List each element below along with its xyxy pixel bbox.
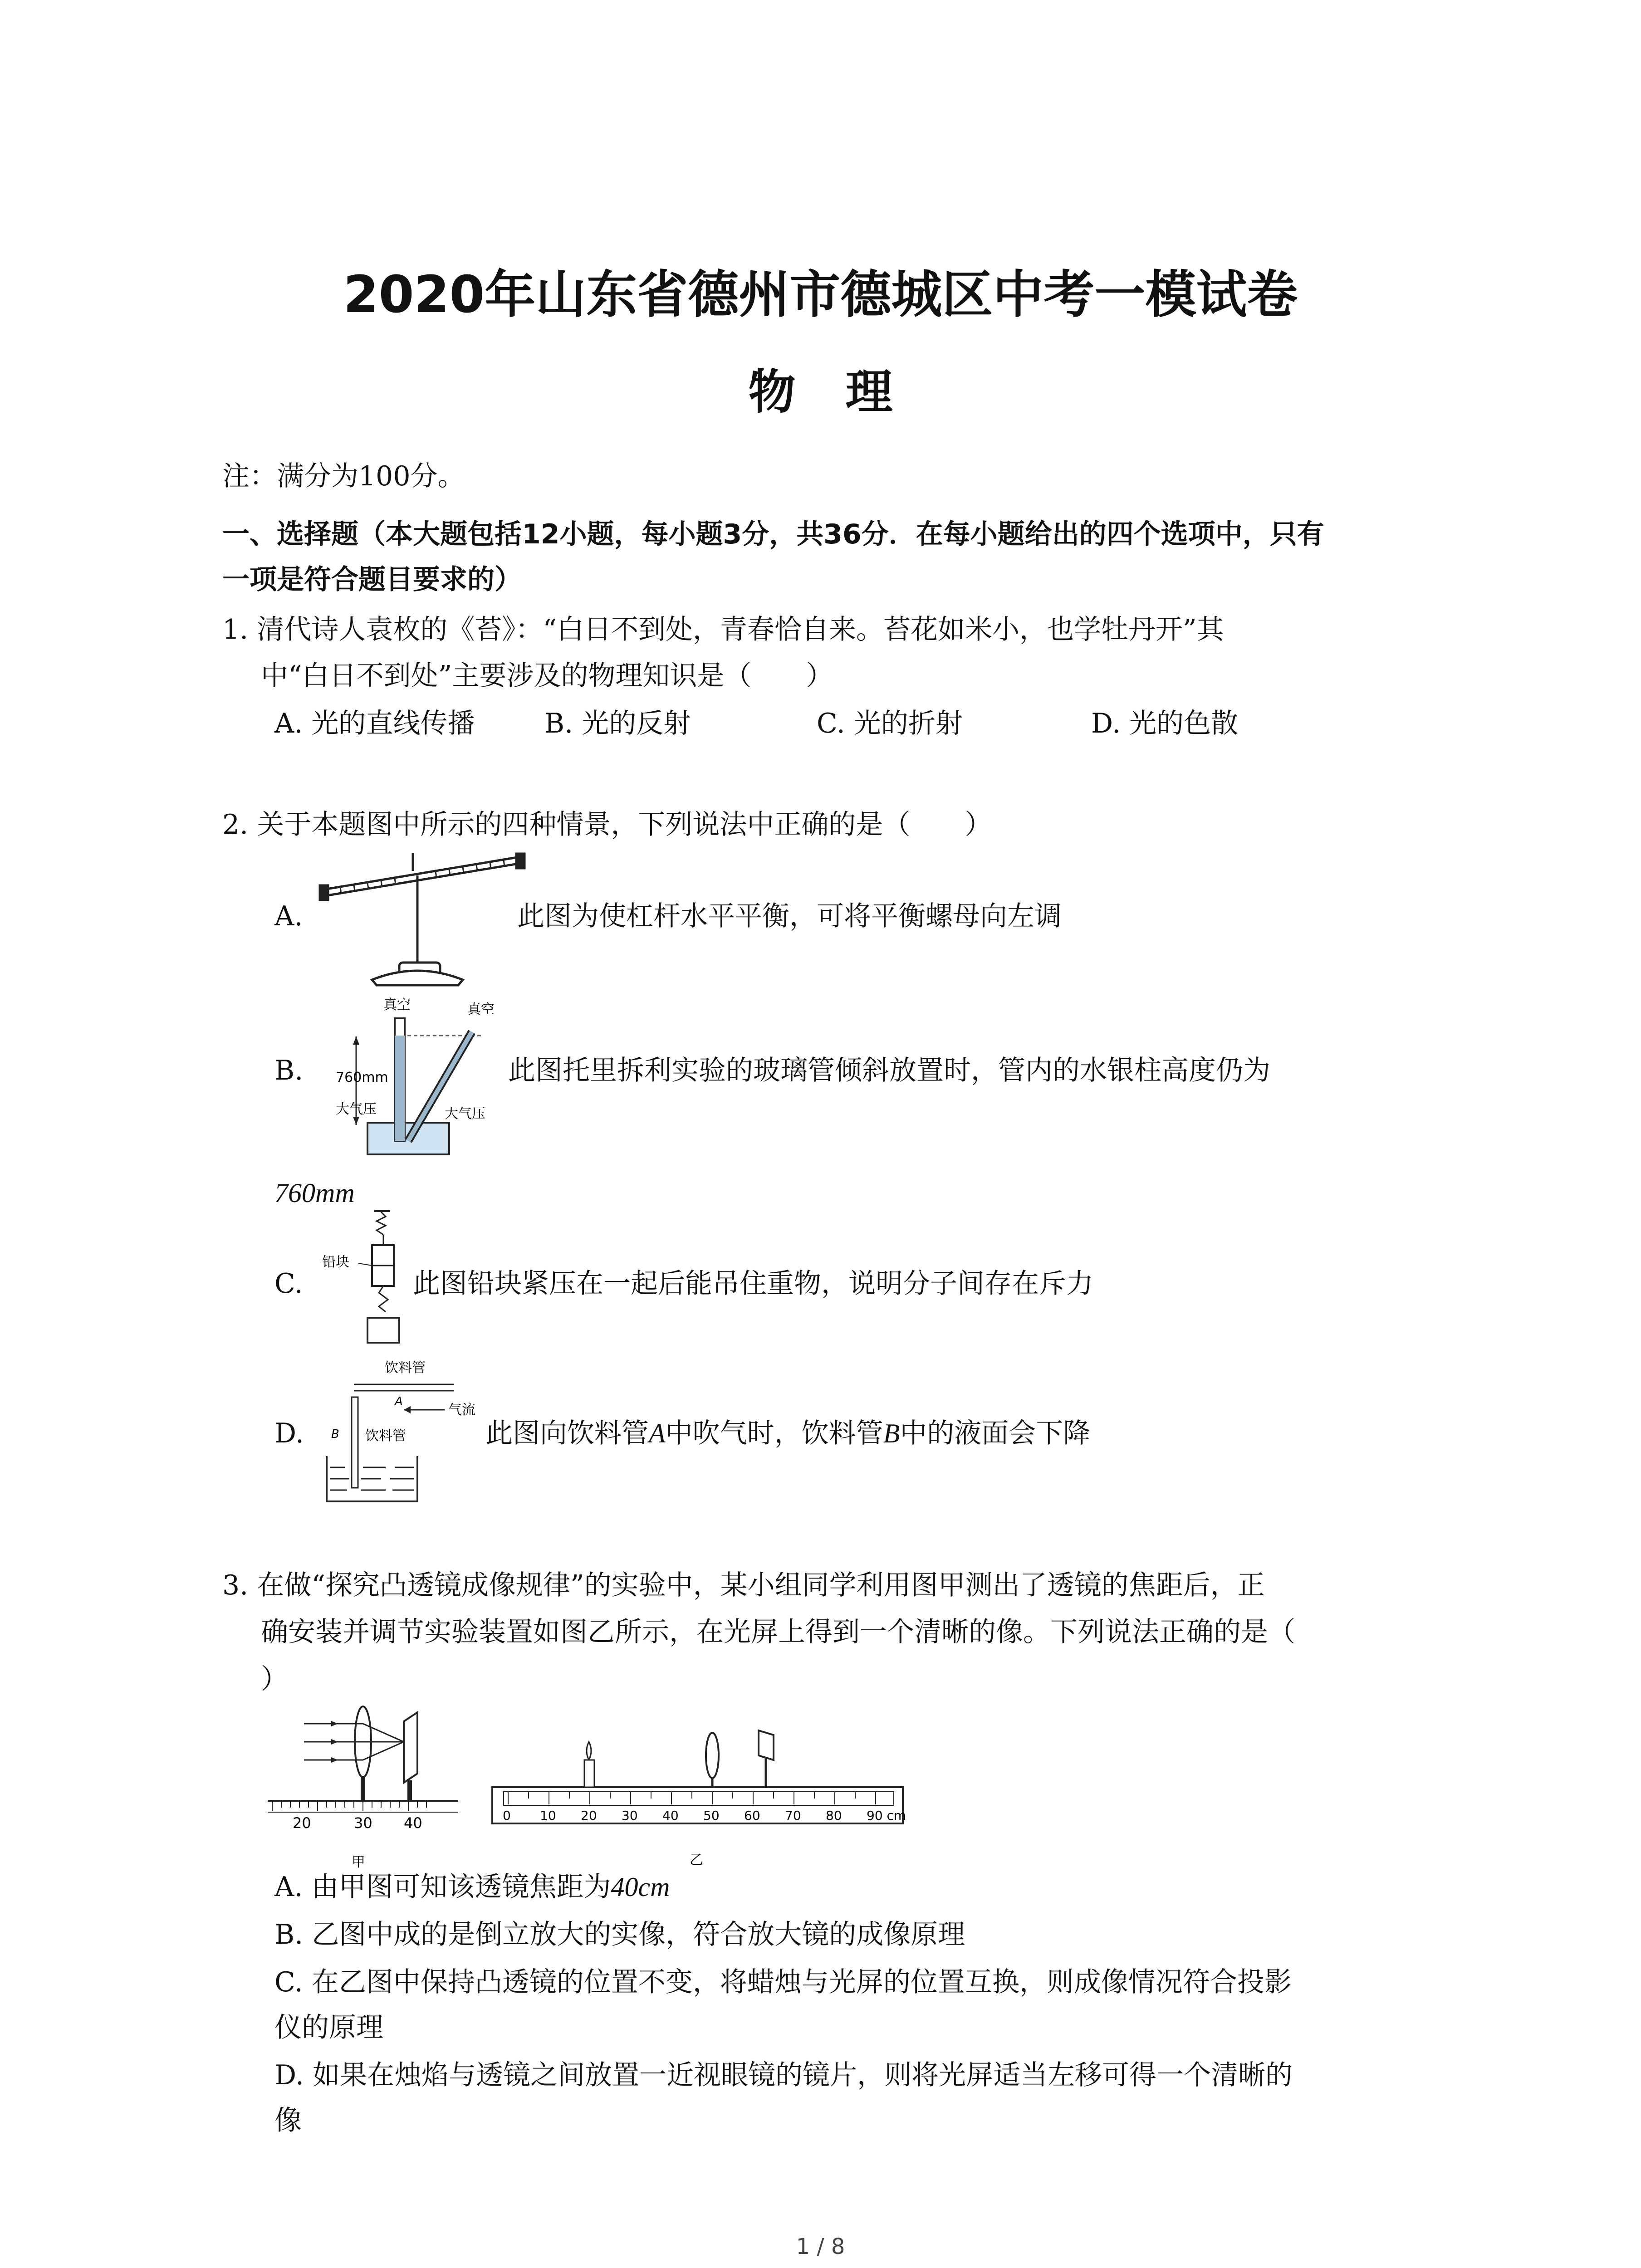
yi-caption: 乙 [690, 1852, 703, 1868]
q3-option-c-line1: C. 在乙图中保持凸透镜的位置不变，将蜡烛与光屏的位置互换，则成像情况符合投影 [274, 1966, 1292, 1998]
jia-tick-30: 30 [354, 1814, 372, 1832]
q1-option-d: D. 光的色散 [1091, 708, 1239, 739]
q2-option-d-label: D. [274, 1418, 304, 1449]
jia-tick-20: 20 [293, 1814, 311, 1832]
q2-option-c-text: 此图铅块紧压在一起后能吊住重物，说明分子间存在斥力 [413, 1268, 1093, 1300]
q3-stem-line3: ） [261, 1663, 288, 1695]
q2-option-d-text-pre: 此图向饮料管 [485, 1418, 649, 1449]
straw-b-mark: B [331, 1427, 339, 1441]
vacuum-label-2: 真空 [467, 1002, 495, 1017]
q2-option-d-text-mid: 中吹气时，饮料管 [665, 1418, 883, 1449]
q1-stem-line2: 中“白日不到处”主要涉及的物理知识是（ ） [261, 660, 833, 692]
page-number: 1 / 8 [796, 2234, 845, 2259]
lever-figure [318, 844, 535, 989]
q1-option-a: A. 光的直线传播 [274, 708, 475, 739]
yi-tick-50: 50 [703, 1808, 720, 1823]
height-label: 760mm [336, 1070, 388, 1085]
q2-option-c-label: C. [274, 1268, 303, 1300]
q3-option-d-line1: D. 如果在烛焰与透镜之间放置一近视眼镜的镜片，则将光屏适当左移可得一个清晰的 [274, 2059, 1293, 2091]
straw-label-top: 饮料管 [385, 1360, 426, 1376]
q3-stem-line2: 确安装并调节实验装置如图乙所示，在光屏上得到一个清晰的像。下列说法正确的是（ [261, 1616, 1295, 1648]
q2-option-d-var-a: A [649, 1418, 666, 1448]
yi-tick-80: 80 [826, 1808, 842, 1823]
yi-tick-20: 20 [581, 1808, 597, 1823]
page-title: 2020年山东省德州市德城区中考一模试卷 [343, 265, 1298, 324]
jia-tick-40: 40 [404, 1814, 422, 1832]
yi-tick-0: 0 [503, 1808, 511, 1823]
q1-stem-line1: 1. 清代诗人袁枚的《苔》：“白日不到处，青春恰自来。苔花如米小，也学牡丹开”其 [222, 614, 1224, 645]
q2-option-b-label: B. [274, 1055, 304, 1086]
lead-block-label: 铅块 [322, 1254, 349, 1270]
torricelli-figure [336, 991, 517, 1159]
q2-option-d-text-post: 中的液面会下降 [900, 1418, 1091, 1449]
q3-option-d-line2: 像 [274, 2105, 302, 2136]
q2-option-a-label: A. [274, 900, 303, 932]
q3-option-a-value: 40cm [611, 1872, 670, 1902]
section-heading-line2: 一项是符合题目要求的） [222, 564, 522, 596]
q2-option-d-text [485, 1411, 1090, 1456]
air-pressure-label-2: 大气压 [445, 1106, 485, 1122]
yi-tick-60: 60 [744, 1808, 760, 1823]
optical-bench-figure [490, 1715, 916, 1878]
q3-option-c-line2: 仪的原理 [274, 2012, 383, 2043]
straw-figure [318, 1356, 490, 1506]
q3-option-a [274, 1864, 670, 1910]
yi-tick-10: 10 [540, 1808, 556, 1823]
q2-option-b-text: 此图托里拆利实验的玻璃管倾斜放置时，管内的水银柱高度仍为 [508, 1055, 1270, 1086]
vacuum-label-1: 真空 [383, 997, 411, 1013]
q1-option-b: B. 光的反射 [544, 708, 691, 739]
yi-tick-90: 90 cm [867, 1808, 906, 1823]
q3-stem-line1: 3. 在做“探究凸透镜成像规律”的实验中，某小组同学利用图甲测出了透镜的焦距后，正 [222, 1569, 1265, 1601]
yi-tick-30: 30 [622, 1808, 638, 1823]
q2-option-b-cont: 760mm [274, 1178, 355, 1208]
q2-option-d-var-b: B [883, 1418, 900, 1448]
air-pressure-label-1: 大气压 [336, 1101, 377, 1117]
q2-option-a-text: 此图为使杠杆水平平衡，可将平衡螺母向左调 [517, 900, 1062, 932]
straw-a-mark: A [395, 1395, 403, 1408]
section-heading-line1: 一、选择题（本大题包括12小题，每小题3分，共36分．在每小题给出的四个选项中，只有 [222, 518, 1324, 550]
q2-stem: 2. 关于本题图中所示的四种情景，下列说法中正确的是（ ） [222, 809, 992, 841]
airflow-label: 气流 [448, 1402, 475, 1418]
yi-tick-70: 70 [785, 1808, 801, 1823]
jia-caption: 甲 [352, 1854, 365, 1870]
yi-tick-40: 40 [662, 1808, 679, 1823]
q3-option-a-text: A. 由甲图可知该透镜焦距为 [274, 1871, 611, 1903]
score-note: 注：满分为100分。 [222, 460, 465, 492]
lead-blocks-figure [318, 1207, 422, 1352]
straw-label-side: 饮料管 [365, 1428, 406, 1444]
focal-length-figure [268, 1706, 463, 1873]
subject-title: 物理 [748, 364, 943, 420]
q1-option-c: C. 光的折射 [817, 708, 963, 739]
q3-option-b: B. 乙图中成的是倒立放大的实像，符合放大镜的成像原理 [274, 1919, 965, 1950]
